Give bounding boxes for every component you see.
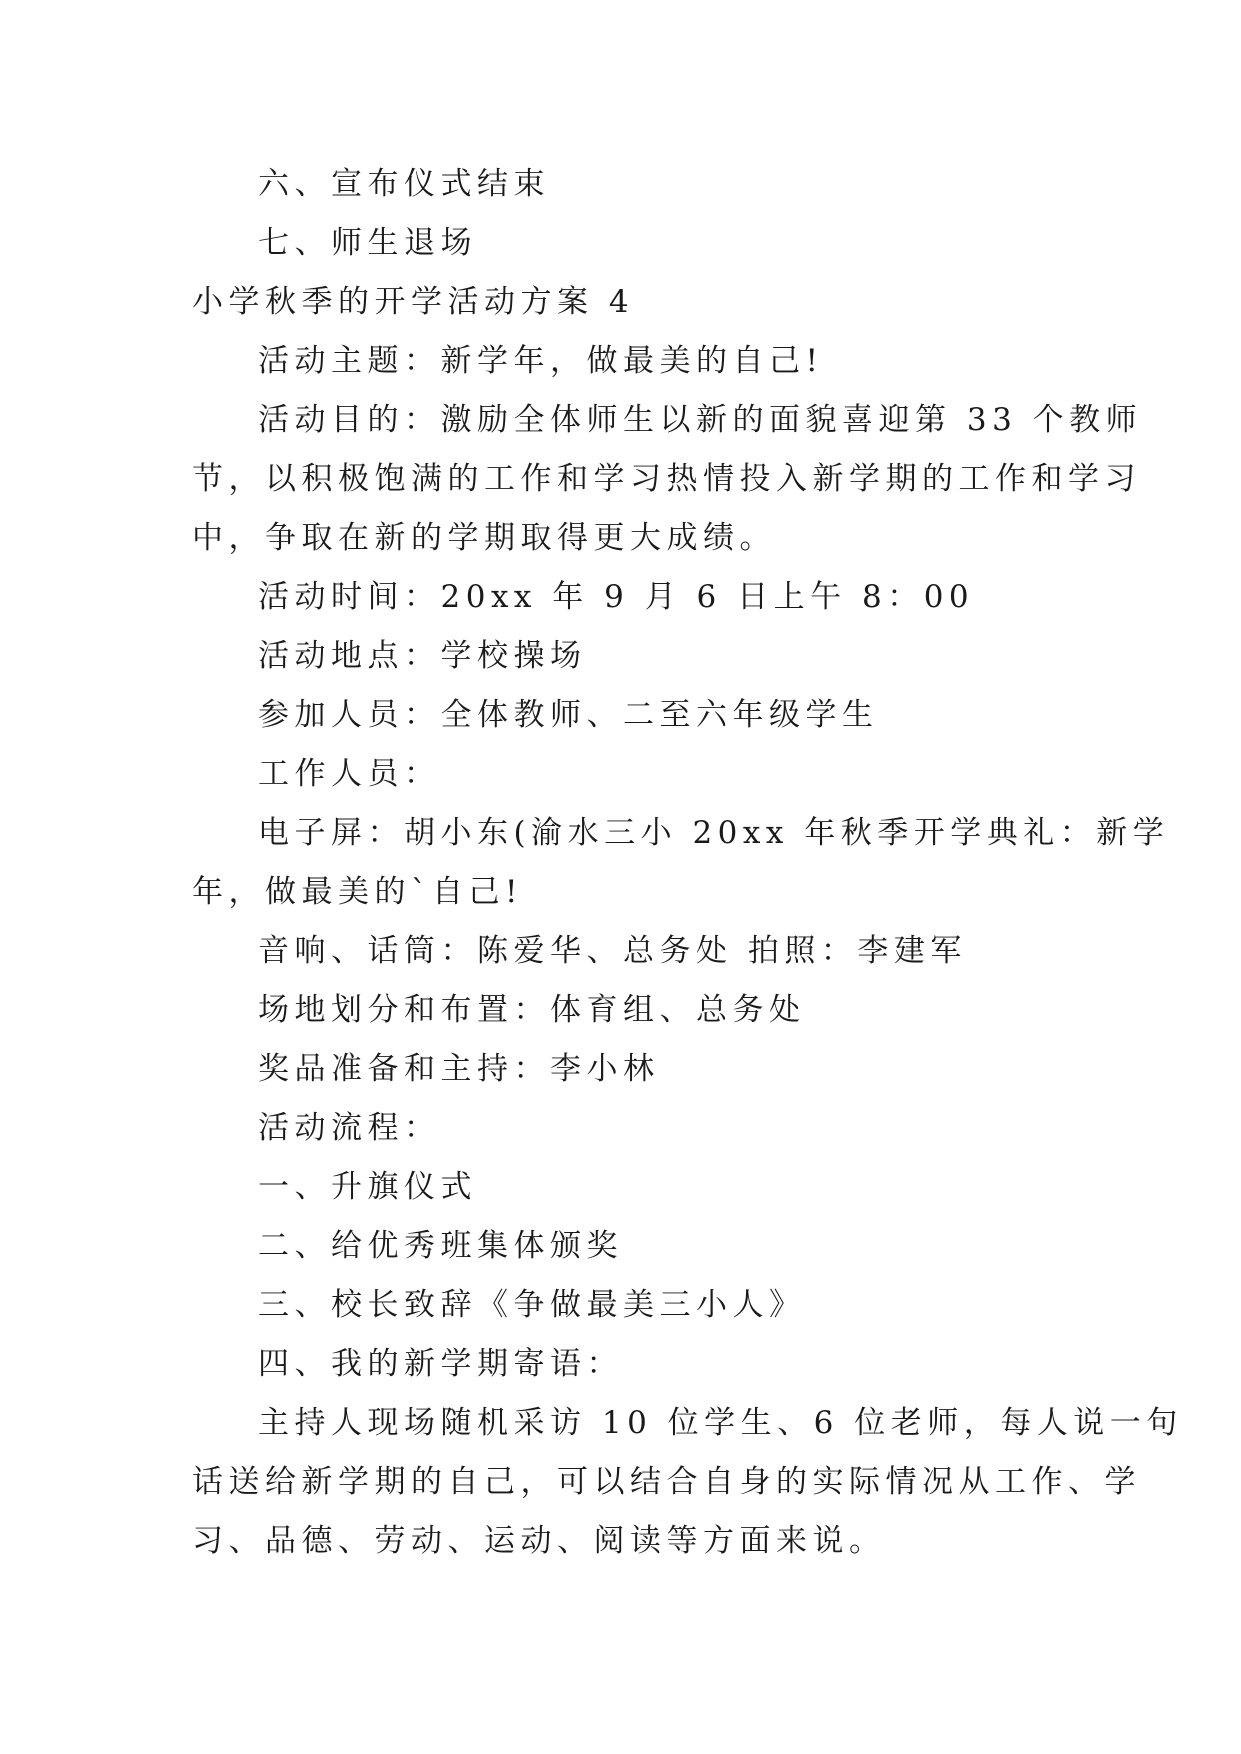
prize-host-staff: 奖品准备和主持：李小林 — [258, 1051, 660, 1087]
process-step-1: 一、升旗仪式 — [258, 1169, 477, 1205]
screen-staff-line-1: 电子屏：胡小东(渝水三小 20xx 年秋季开学典礼：新学 — [258, 815, 1170, 851]
interview-paragraph-line-3: 习、品德、劳动、运动、阅读等方面来说。 — [192, 1523, 886, 1559]
process-step-2: 二、给优秀班集体颁奖 — [258, 1228, 623, 1264]
list-item-announce-end: 六、宣布仪式结束 — [258, 166, 550, 202]
interview-paragraph-line-2: 话送给新学期的自己，可以结合自身的实际情况从工作、学 — [192, 1464, 1141, 1500]
audio-photo-staff: 音响、话筒：陈爱华、总务处 拍照：李建军 — [258, 933, 967, 969]
process-step-3: 三、校长致辞《争做最美三小人》 — [258, 1287, 806, 1323]
list-item-exit: 七、师生退场 — [258, 225, 477, 261]
section-heading: 小学秋季的开学活动方案 4 — [192, 284, 635, 320]
activity-purpose-line-2: 节，以积极饱满的工作和学习热情投入新学期的工作和学习 — [192, 461, 1141, 497]
process-step-4: 四、我的新学期寄语： — [258, 1346, 623, 1382]
venue-staff: 场地划分和布置：体育组、总务处 — [258, 992, 806, 1028]
activity-purpose-line-1: 活动目的：激励全体师生以新的面貌喜迎第 33 个教师 — [258, 402, 1143, 438]
interview-paragraph-line-1: 主持人现场随机采访 10 位学生、6 位老师，每人说一句 — [258, 1405, 1183, 1441]
activity-purpose-line-3: 中，争取在新的学期取得更大成绩。 — [192, 520, 776, 556]
activity-time: 活动时间：20xx 年 9 月 6 日上午 8：00 — [258, 579, 975, 615]
activity-theme: 活动主题：新学年，做最美的自己! — [258, 343, 824, 379]
staff-heading: 工作人员： — [258, 756, 441, 792]
participants: 参加人员：全体教师、二至六年级学生 — [258, 697, 879, 733]
activity-location: 活动地点：学校操场 — [258, 638, 587, 674]
process-heading: 活动流程： — [258, 1110, 441, 1146]
screen-staff-line-2: 年，做最美的`自己! — [192, 874, 523, 910]
